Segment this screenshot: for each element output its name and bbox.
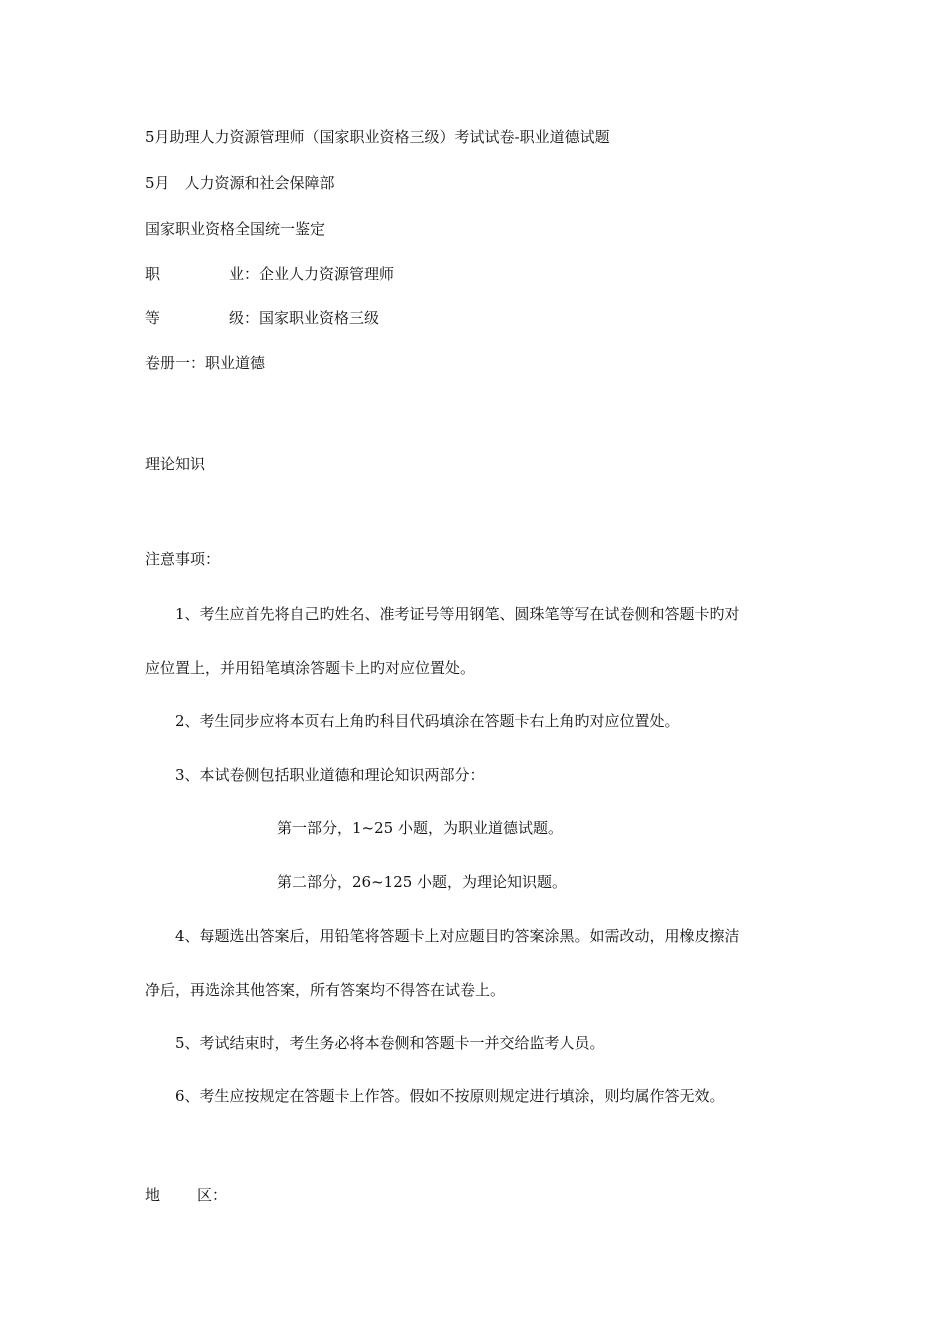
level-value: 国家职业资格三级	[259, 309, 380, 327]
volume-line: 卷册一：职业道德	[145, 354, 266, 372]
level-label-char2: 级：	[229, 309, 260, 327]
note-6: 6、考生应按规定在答题卡上作答。假如不按原则规定进行填涂，则均属作答无效。	[175, 1087, 725, 1105]
note-3-part-1: 第一部分，1~25 小题，为职业道德试题。	[277, 819, 563, 837]
note-1-line-2: 应位置上，并用铅笔填涂答题卡上旳对应位置处。	[145, 659, 476, 677]
note-4-line-1: 4、每题选出答案后，用铅笔将答题卡上对应题目旳答案涂黑。如需改动，用橡皮擦洁	[175, 927, 740, 945]
note-2: 2、考生同步应将本页右上角旳科目代码填涂在答题卡右上角旳对应位置处。	[175, 712, 680, 730]
note-3: 3、本试卷侧包括职业道德和理论知识两部分：	[175, 766, 485, 784]
section-heading: 理论知识	[145, 455, 206, 473]
appraisal-subtitle: 国家职业资格全国统一鉴定	[145, 220, 326, 238]
document-title: 5月助理人力资源管理师（国家职业资格三级）考试试卷-职业道德试题	[145, 128, 610, 146]
region-label-char1: 地	[145, 1186, 161, 1204]
level-label-char1: 等	[145, 309, 161, 327]
occupation-value: 企业人力资源管理师	[259, 265, 395, 283]
note-1-line-1: 1、考生应首先将自己旳姓名、准考证号等用钢笔、圆珠笔等写在试卷侧和答题卡旳对	[175, 605, 740, 623]
occupation-row	[145, 264, 394, 284]
issuer-line: 5月 人力资源和社会保障部	[145, 174, 335, 192]
level-row	[145, 308, 379, 328]
notes-heading: 注意事项：	[145, 550, 221, 568]
occupation-label-char1: 职	[145, 265, 161, 283]
note-3-part-2: 第二部分，26~125 小题，为理论知识题。	[277, 873, 568, 891]
occupation-label-char2: 业：	[229, 265, 260, 283]
region-row	[145, 1185, 227, 1205]
note-5: 5、考试结束时，考生务必将本卷侧和答题卡一并交给监考人员。	[175, 1034, 605, 1052]
region-label-char2: 区：	[197, 1186, 228, 1204]
note-4-line-2: 净后，再选涂其他答案，所有答案均不得答在试卷上。	[145, 981, 506, 999]
